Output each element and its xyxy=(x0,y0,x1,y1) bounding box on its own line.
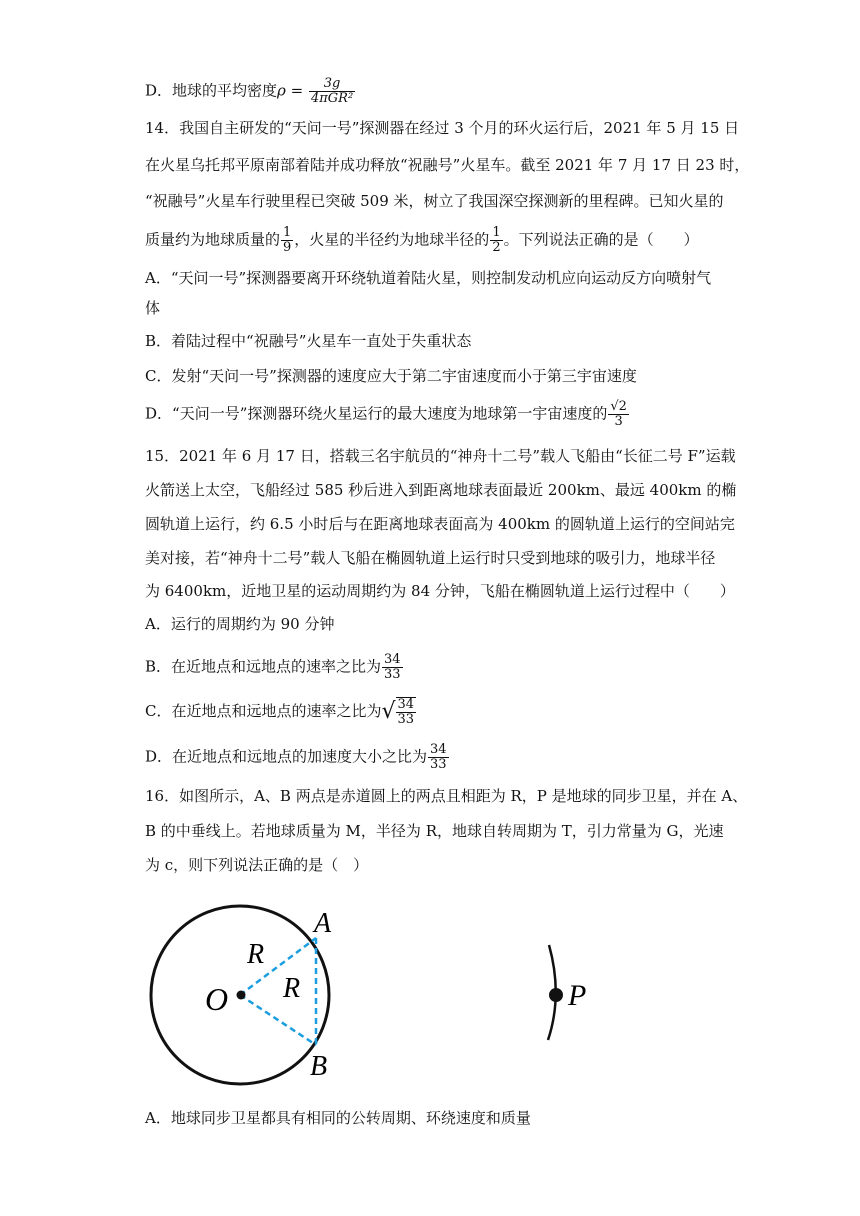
q14-option-d: D．“天问一号”探测器环绕火星运行的最大速度为地球第一宇宙速度的 $\frac{√2}{3}$ xyxy=(145,399,627,429)
q14-option-b: B．着陆过程中“祝融号”火星车一直处于失重状态 xyxy=(145,332,472,350)
satellite-p xyxy=(549,988,563,1002)
q14-option-c: C．发射“天问一号”探测器的速度应大于第二宇宙速度而小于第三宇宙速度 xyxy=(145,367,637,385)
q14-stem-line-3: “祝融号”火星车行驶里程已突破 509 米，树立了我国深空探测新的里程碑。已知火星的 xyxy=(145,192,724,210)
density-fraction: $\frac{3g}{\text{4πGR²}}$ xyxy=(310,76,354,106)
q15-option-c: C．在近地点和远地点的速率之比为√ $\frac{34}{33}$ xyxy=(145,697,415,727)
q14-option-a-line-2: 体 xyxy=(145,299,161,317)
q15-stem-line-5: 为 6400km，近地卫星的运动周期约为 84 分钟，飞船在椭圆轨道上运行过程中（ ） xyxy=(145,582,735,600)
q15-stem-line-4: 美对接，若“神舟十二号”载人飞船在椭圆轨道上运行时只受到地球的吸引力，地球半径 xyxy=(145,549,716,567)
q15-option-a: A．运行的周期约为 90 分钟 xyxy=(145,615,335,633)
q14-stem-line-1: 14．我国自主研发的“天问一号”探测器在经过 3 个月的环火运行后，2021 年 5 月 15 日 xyxy=(145,119,740,137)
q16-stem-line-1: 16．如图所示，A、B 两点是赤道圆上的两点且相距为 R，P 是地球的同步卫星，并在 A、 xyxy=(145,787,748,805)
q15-stem-line-3: 圆轨道上运行，约 6.5 小时后与在距离地球表面高为 400km 的圆轨道上运行的空间站完 xyxy=(145,515,735,533)
label-b: B xyxy=(310,1051,328,1082)
radius-ob xyxy=(240,995,316,1045)
q16-stem-line-2: B 的中垂线上。若地球质量为 M，半径为 R，地球自转周期为 T，引力常量为 G，光速 xyxy=(145,822,724,840)
q15-stem-line-2: 火箭送上太空，飞船经过 585 秒后进入到距离地球表面最近 200km、最远 400km 的椭 xyxy=(145,481,737,499)
q15-stem-line-1: 15．2021 年 6 月 17 日，搭载三名宇航员的“神舟十二号”载人飞船由“长征二号 F”运载 xyxy=(145,447,736,465)
label-p: P xyxy=(568,979,587,1012)
label-a: A xyxy=(314,908,332,939)
sqrt-fraction-c: √ $\frac{34}{33}$ xyxy=(381,697,415,727)
label-r-lower: R xyxy=(283,973,301,1004)
speed-ratio-fraction-b: $\frac{34}{33}$ xyxy=(384,652,401,682)
speed-ratio-fraction: $\frac{√2}{3}$ xyxy=(610,399,627,429)
q15-option-b: B．在近地点和远地点的速率之比为 $\frac{34}{33}$ xyxy=(145,652,401,682)
center-point-o xyxy=(237,991,246,1000)
mass-ratio-fraction: $\frac{1}{9}$ xyxy=(283,225,292,255)
q16-stem-line-3: 为 c，则下列说法正确的是（ ） xyxy=(145,856,369,874)
q15-option-d: D．在近地点和远地点的加速度大小之比为 $\frac{34}{33}$ xyxy=(145,742,447,772)
q14-option-a-line-1: A．“天问一号”探测器要离开环绕轨道着陆火星，则控制发动机应向运动反方向喷射气 xyxy=(145,269,712,287)
label-o: O xyxy=(205,981,229,1017)
earth-satellite-figure xyxy=(145,895,615,1095)
radius-ratio-fraction: $\frac{1}{2}$ xyxy=(492,225,501,255)
q16-option-a: A．地球同步卫星都具有相同的公转周期、环绕速度和质量 xyxy=(145,1109,531,1127)
label-r-upper: R xyxy=(247,939,265,970)
accel-ratio-fraction-d: $\frac{34}{33}$ xyxy=(430,742,447,772)
q13-option-d: D．地球的平均密度ρ = $\frac{3g}{\text{4πGR²}}$ xyxy=(145,76,354,106)
q14-stem-line-2: 在火星乌托邦平原南部着陆并成功释放“祝融号”火星车。截至 2021 年 7 月 17 日 23 时， xyxy=(145,156,750,174)
q14-stem-line-4: 质量约为地球质量的 $\frac{1}{9}$ ，火星的半径约为地球半径的 $\frac{1}{2}$ 。下列说法正确的是（ ） xyxy=(145,225,699,255)
